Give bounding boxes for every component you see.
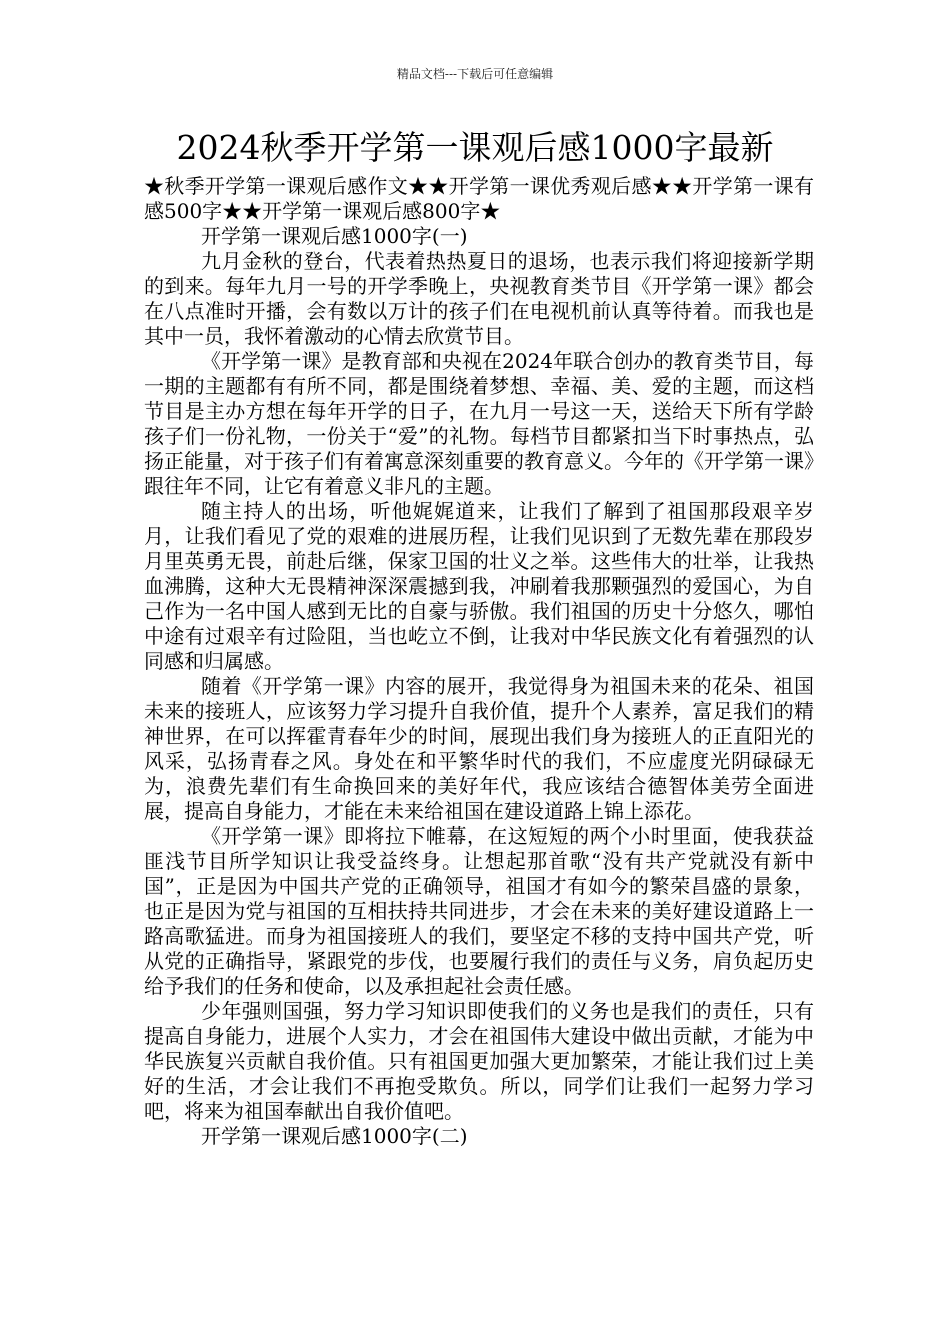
paragraph: 九月金秋的登台，代表着热热夏日的退场，也表示我们将迎接新学期的到来。每年九月一号的开学季晚上，央视教育类节目《开学第一课》都会在八点准时开播，会有数以万计的孩子们在电视机前认真等待着。而我也是其中一员，我怀着激动的心情去欣赏节目。: [144, 249, 814, 348]
paragraph: 《开学第一课》即将拉下帷幕，在这短短的两个小时里面，使我获益匪浅节目所学知识让我受益终身。让想起那首歌“没有共产党就没有新中国”，正是因为中国共产党的正确领导，祖国才有如今的繁荣昌盛的景象，也正是因为党与祖国的互相扶持共同进步，才会在未来的美好建设道路上一路高歌猛进。而身为祖国接班人的我们，要坚定不移的支持中国共产党，听从党的正确指导，紧跟党的步伐，也要履行我们的责任与义务，肩负起历史给予我们的任务和使命，以及承担起社会责任感。: [144, 824, 814, 998]
paragraph: 《开学第一课》是教育部和央视在2024年联合创办的教育类节目，每一期的主题都有有所不同，都是围绕着梦想、幸福、美、爱的主题，而这档节目是主办方想在每年开学的日子，在九月一号这一天，送给天下所有学龄孩子们一份礼物，一份关于“爱”的礼物。每档节目都紧扣当下时事热点，弘扬正能量，对于孩子们有着寓意深刻重要的教育意义。今年的《开学第一课》跟往年不同，让它有着意义非凡的主题。: [144, 349, 814, 498]
document-body: [144, 174, 814, 1149]
paragraph: 随着《开学第一课》内容的展开，我觉得身为祖国未来的花朵、祖国未来的接班人，应该努力学习提升自我价值，提升个人素养，富足我们的精神世界，在可以挥霍青春年少的时间，展现出我们身为接班人的正直阳光的风采，弘扬青春之风。身处在和平繁华时代的我们，不应虚度光阴碌碌无为，浪费先辈们有生命换回来的美好年代，我应该结合德智体美劳全面进展，提高自身能力，才能在未来给祖国在建设道路上锦上添花。: [144, 674, 814, 823]
section-heading: 开学第一课观后感1000字(二): [201, 1124, 468, 1148]
paragraph: 随主持人的出场，听他娓娓道来，让我们了解到了祖国那段艰辛岁月，让我们看见了党的艰难的进展历程，让我们见识到了无数先辈在那段岁月里英勇无畏，前赴后继，保家卫国的壮义之举。这些伟大的壮举，让我热血沸腾，这种大无畏精神深深震撼到我，冲刷着我那颗强烈的爱国心，为自己作为一名中国人感到无比的自豪与骄傲。我们祖国的历史十分悠久，哪怕中途有过艰辛有过险阻，当也屹立不倒，让我对中华民族文化有着强烈的认同感和归属感。: [144, 499, 814, 673]
document-title: 2024秋季开学第一课观后感1000字最新: [176, 128, 774, 167]
section-heading: 开学第一课观后感1000字(一): [201, 224, 468, 248]
header-note: 精品文档---下载后可任意编辑: [396, 67, 554, 81]
paragraph: 少年强则国强，努力学习知识即使我们的义务也是我们的责任，只有提高自身能力，进展个人实力，才会在祖国伟大建设中做出贡献，才能为中华民族复兴贡献自我价值。只有祖国更加强大更加繁荣，才能让我们过上美好的生活，才会让我们不再抱受欺负。所以，同学们让我们一起努力学习吧，将来为祖国奉献出自我价值吧。: [144, 999, 814, 1123]
intro-line: ★秋季开学第一课观后感作文★★开学第一课优秀观后感★★开学第一课有感500字★★开学第一课观后感800字★: [144, 174, 814, 223]
